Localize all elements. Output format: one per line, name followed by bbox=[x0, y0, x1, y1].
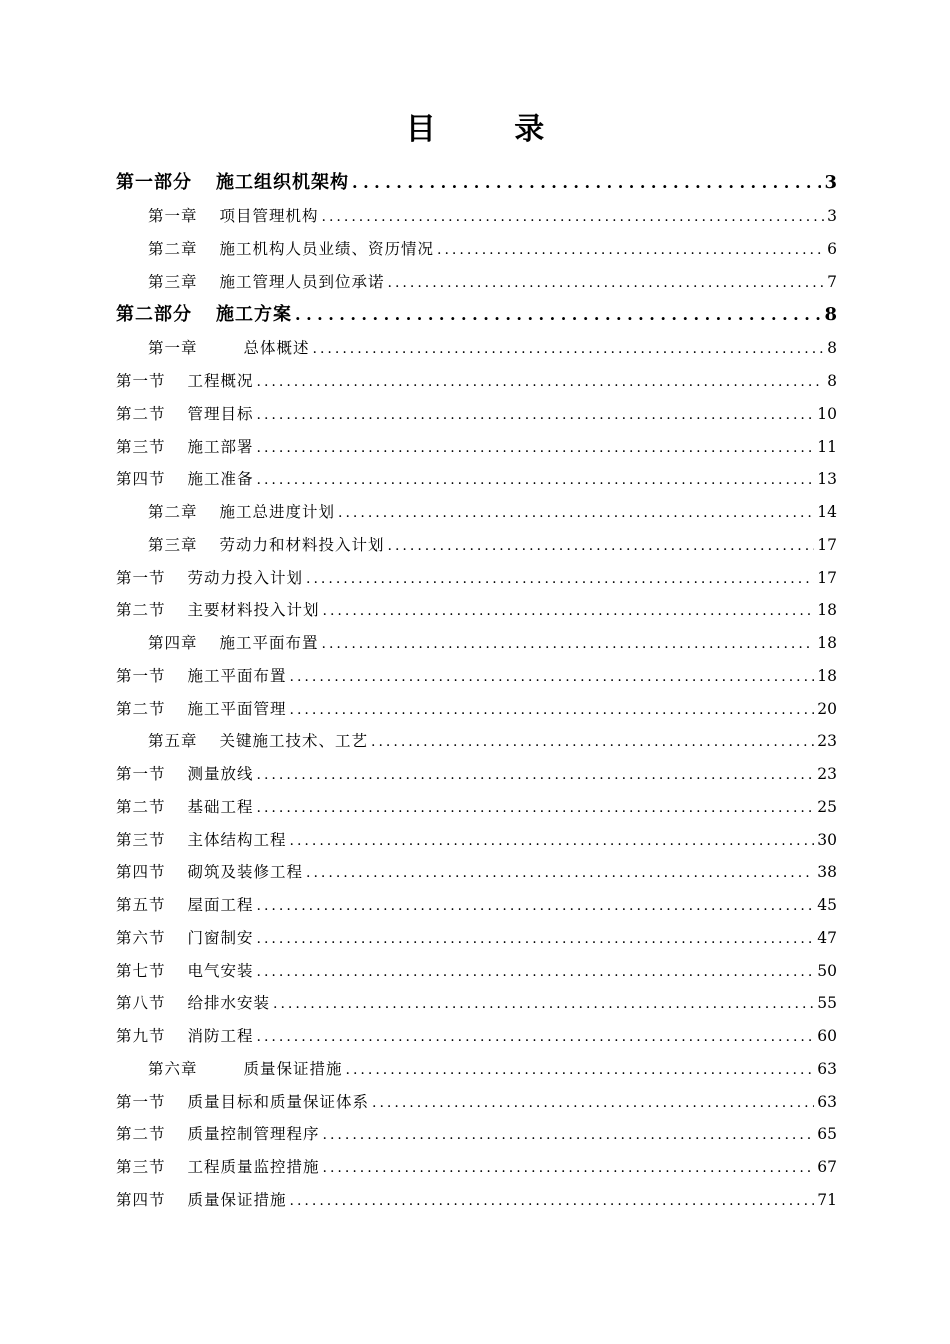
toc-entry-label: 第三章 bbox=[148, 272, 198, 291]
toc-entry-label: 第三章 bbox=[148, 535, 198, 554]
toc-dot-leader bbox=[290, 1185, 815, 1218]
toc-entry-label: 第九节 bbox=[116, 1027, 166, 1045]
toc-dot-leader bbox=[273, 988, 814, 1021]
toc-entry-page-number: 71 bbox=[817, 1190, 837, 1209]
toc-dot-leader bbox=[437, 234, 824, 267]
toc-dot-leader bbox=[295, 298, 821, 332]
toc-entry-page-number: 25 bbox=[817, 797, 837, 816]
toc-entry-page-number: 7 bbox=[827, 272, 837, 291]
toc-dot-leader bbox=[346, 1054, 815, 1087]
toc-entry-label: 第四节 bbox=[116, 470, 166, 489]
toc-entry-title: 门窗制安 bbox=[187, 928, 254, 947]
toc-entry-label: 第二节 bbox=[116, 601, 166, 620]
toc-dot-leader bbox=[257, 923, 815, 956]
toc-dot-leader bbox=[290, 661, 815, 694]
toc-entry-page-number: 17 bbox=[817, 568, 837, 587]
toc-dot-leader bbox=[257, 956, 815, 989]
toc-entry-title: 施工准备 bbox=[187, 470, 254, 489]
toc-entry[interactable] bbox=[0, 463, 950, 496]
toc-entry-title: 消防工程 bbox=[187, 1027, 254, 1045]
toc-entry-page-number: 3 bbox=[824, 172, 837, 193]
toc-entry-title: 质量目标和质量保证体系 bbox=[187, 1092, 370, 1111]
toc-entry-title: 电气安装 bbox=[187, 961, 254, 980]
toc-dot-leader bbox=[257, 464, 815, 497]
toc-entry-title: 施工总进度计划 bbox=[219, 503, 336, 521]
toc-entry-label: 第六节 bbox=[116, 928, 166, 947]
toc-entry-label: 第一节 bbox=[116, 765, 166, 783]
toc-entry-title: 施工管理人员到位承诺 bbox=[219, 272, 385, 291]
toc-entry-label: 第三节 bbox=[116, 830, 166, 849]
toc-entry-page-number: 18 bbox=[817, 666, 837, 685]
toc-dot-leader bbox=[257, 792, 815, 825]
toc-entry[interactable] bbox=[0, 693, 950, 726]
toc-entry-page-number: 6 bbox=[827, 239, 837, 258]
toc-dot-leader bbox=[388, 530, 815, 563]
toc-entry[interactable] bbox=[0, 529, 950, 562]
toc-entry-page-number: 65 bbox=[817, 1125, 837, 1144]
toc-dot-leader bbox=[352, 166, 821, 200]
toc-entry-page-number: 67 bbox=[817, 1158, 837, 1176]
toc-entry-title: 砌筑及装修工程 bbox=[187, 863, 304, 882]
toc-entry[interactable] bbox=[0, 1053, 950, 1086]
toc-entry-label: 第一节 bbox=[116, 1092, 166, 1111]
toc-entry[interactable] bbox=[0, 1118, 950, 1151]
toc-entry[interactable] bbox=[0, 955, 950, 988]
toc-entry-page-number: 14 bbox=[817, 503, 837, 521]
toc-dot-leader bbox=[338, 497, 814, 530]
toc-entry-title: 劳动力和材料投入计划 bbox=[219, 535, 385, 554]
toc-entry-label: 第八节 bbox=[116, 994, 166, 1013]
toc-entry-label: 第二章 bbox=[148, 239, 198, 258]
toc-entry-page-number: 13 bbox=[817, 470, 837, 489]
toc-entry[interactable] bbox=[0, 791, 950, 824]
toc-dot-leader bbox=[257, 366, 825, 399]
toc-entry-label: 第六章 bbox=[148, 1059, 198, 1078]
toc-entry[interactable] bbox=[0, 200, 950, 233]
toc-entry-title: 工程质量监控措施 bbox=[187, 1158, 320, 1176]
toc-entry[interactable] bbox=[0, 889, 950, 922]
toc-entry-label: 第四节 bbox=[116, 863, 166, 882]
toc-entry-page-number: 23 bbox=[817, 732, 837, 751]
toc-entry-title: 劳动力投入计划 bbox=[187, 568, 304, 587]
toc-dot-leader bbox=[257, 399, 815, 432]
toc-entry-label: 第二节 bbox=[116, 797, 166, 816]
toc-entry-title: 总体概述 bbox=[243, 339, 310, 358]
toc-entry-page-number: 30 bbox=[817, 830, 837, 849]
toc-dot-leader bbox=[306, 857, 814, 890]
toc-dot-leader bbox=[323, 1152, 815, 1185]
toc-entry-title: 管理目标 bbox=[187, 404, 254, 423]
toc-entry-page-number: 11 bbox=[817, 437, 837, 456]
toc-entry-page-number: 8 bbox=[827, 339, 837, 358]
toc-entry-title: 施工机构人员业绩、资历情况 bbox=[219, 239, 435, 258]
toc-entry-page-number: 23 bbox=[817, 765, 837, 783]
toc-entry-label: 第一章 bbox=[148, 207, 198, 225]
toc-dot-leader bbox=[323, 595, 815, 628]
toc-entry-page-number: 63 bbox=[817, 1092, 837, 1111]
toc-entry-page-number: 10 bbox=[817, 404, 837, 423]
toc-entry-page-number: 60 bbox=[817, 1027, 837, 1045]
toc-entry[interactable] bbox=[0, 431, 950, 464]
toc-entry-title: 给排水安装 bbox=[187, 994, 271, 1013]
toc-entry-title: 主体结构工程 bbox=[187, 830, 287, 849]
toc-dot-leader bbox=[290, 694, 815, 727]
toc-entry[interactable] bbox=[0, 1151, 950, 1184]
toc-entry[interactable] bbox=[0, 594, 950, 627]
toc-entry-page-number: 63 bbox=[817, 1059, 837, 1078]
toc-entry-page-number: 17 bbox=[817, 535, 837, 554]
toc-entry-page-number: 18 bbox=[817, 634, 837, 652]
toc-entry[interactable] bbox=[0, 562, 950, 595]
toc-entry-label: 第四节 bbox=[116, 1190, 166, 1209]
toc-entry[interactable] bbox=[0, 627, 950, 660]
toc-dot-leader bbox=[290, 825, 815, 858]
toc-entry-label: 第二部分 bbox=[116, 304, 192, 326]
toc-entry[interactable] bbox=[0, 365, 950, 398]
toc-entry-page-number: 50 bbox=[817, 961, 837, 980]
toc-entry-label: 第七节 bbox=[116, 961, 166, 980]
toc-entry-page-number: 3 bbox=[827, 207, 837, 225]
toc-entry-title: 测量放线 bbox=[187, 765, 254, 783]
toc-dot-leader bbox=[313, 333, 825, 366]
toc-entry-label: 第一节 bbox=[116, 568, 166, 587]
toc-entry-label: 第二节 bbox=[116, 404, 166, 423]
toc-entry-page-number: 38 bbox=[817, 863, 837, 882]
toc-entry-title: 工程概况 bbox=[187, 372, 254, 390]
toc-entry-label: 第五节 bbox=[116, 896, 166, 914]
toc-entry[interactable] bbox=[0, 398, 950, 431]
toc-entry-label: 第五章 bbox=[148, 732, 198, 751]
toc-entry-page-number: 55 bbox=[817, 994, 837, 1013]
toc-entry-page-number: 47 bbox=[817, 928, 837, 947]
toc-dot-leader bbox=[322, 628, 815, 661]
toc-entry[interactable] bbox=[0, 332, 950, 365]
toc-entry-page-number: 45 bbox=[817, 896, 837, 914]
toc-entry-label: 第三节 bbox=[116, 437, 166, 456]
toc-entry[interactable] bbox=[0, 233, 950, 266]
toc-entry-title: 质量控制管理程序 bbox=[187, 1125, 320, 1144]
toc-entry[interactable] bbox=[0, 725, 950, 758]
toc-entry[interactable] bbox=[0, 824, 950, 857]
toc-entry-label: 第一节 bbox=[116, 666, 166, 685]
toc-entry-page-number: 20 bbox=[817, 699, 837, 718]
toc-entry-title: 质量保证措施 bbox=[187, 1190, 287, 1209]
toc-dot-leader bbox=[257, 432, 815, 465]
toc-dot-leader bbox=[306, 563, 814, 596]
toc-entry-label: 第一章 bbox=[148, 339, 198, 358]
toc-entry-label: 第二节 bbox=[116, 1125, 166, 1144]
toc-entry-title: 施工平面管理 bbox=[187, 699, 287, 718]
toc-entry-title: 施工部署 bbox=[187, 437, 254, 456]
toc-entry-page-number: 8 bbox=[824, 304, 837, 326]
toc-entry-page-number: 18 bbox=[817, 601, 837, 620]
toc-entry-title: 屋面工程 bbox=[187, 896, 254, 914]
toc-entry[interactable] bbox=[0, 660, 950, 693]
toc-dot-leader bbox=[322, 201, 825, 234]
toc-dot-leader bbox=[257, 890, 815, 923]
toc-entry[interactable] bbox=[0, 266, 950, 299]
table-of-contents bbox=[0, 166, 950, 1217]
toc-entry[interactable] bbox=[0, 1086, 950, 1119]
toc-dot-leader bbox=[388, 267, 825, 300]
toc-entry-title: 关键施工技术、工艺 bbox=[219, 732, 369, 751]
toc-entry[interactable] bbox=[0, 758, 950, 791]
toc-entry-title: 施工平面布置 bbox=[219, 634, 319, 652]
toc-entry[interactable] bbox=[0, 1020, 950, 1053]
toc-entry[interactable] bbox=[0, 298, 950, 332]
toc-entry-page-number: 8 bbox=[827, 372, 837, 390]
toc-dot-leader bbox=[371, 726, 814, 759]
toc-entry-label: 第一部分 bbox=[116, 172, 192, 193]
toc-entry-title: 主要材料投入计划 bbox=[187, 601, 320, 620]
toc-entry-label: 第三节 bbox=[116, 1158, 166, 1176]
page-title: 目 录 bbox=[405, 112, 579, 147]
toc-entry[interactable] bbox=[0, 987, 950, 1020]
toc-entry-label: 第二节 bbox=[116, 699, 166, 718]
toc-dot-leader bbox=[323, 1119, 815, 1152]
toc-dot-leader bbox=[372, 1087, 814, 1120]
toc-entry-title: 施工方案 bbox=[216, 304, 292, 326]
toc-entry-title: 施工组织机架构 bbox=[216, 172, 349, 193]
toc-entry[interactable] bbox=[0, 496, 950, 529]
toc-entry[interactable] bbox=[0, 856, 950, 889]
toc-entry-label: 第二章 bbox=[148, 503, 198, 521]
toc-dot-leader bbox=[257, 1021, 815, 1054]
toc-entry-title: 施工平面布置 bbox=[187, 666, 287, 685]
toc-entry-label: 第一节 bbox=[116, 372, 166, 390]
toc-entry-title: 项目管理机构 bbox=[219, 207, 319, 225]
toc-entry-title: 基础工程 bbox=[187, 797, 254, 816]
toc-entry-label: 第四章 bbox=[148, 634, 198, 652]
toc-dot-leader bbox=[257, 759, 815, 792]
toc-entry[interactable] bbox=[0, 166, 950, 200]
toc-entry[interactable] bbox=[0, 922, 950, 955]
toc-entry[interactable] bbox=[0, 1184, 950, 1217]
toc-entry-title: 质量保证措施 bbox=[243, 1059, 343, 1078]
